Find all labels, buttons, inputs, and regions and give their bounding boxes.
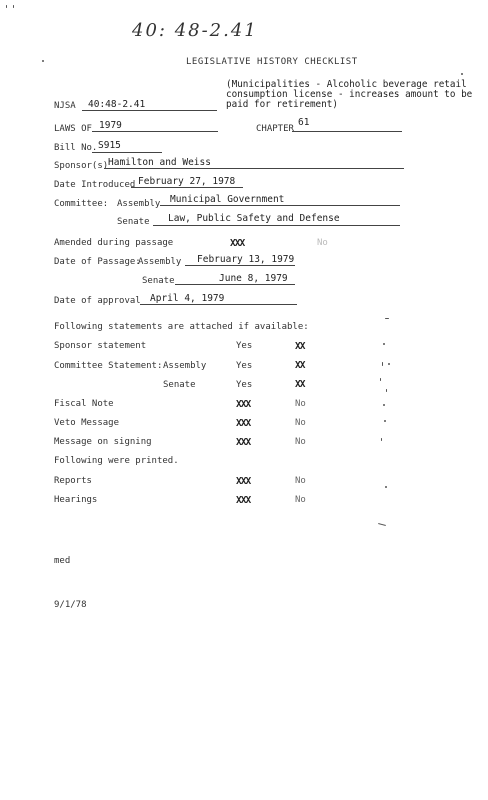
passage-label: Date of Passage: <box>54 257 141 267</box>
passage-senate-underline <box>175 284 295 285</box>
statements-header: Following statements are attached if available: <box>54 322 309 332</box>
committee-senate-value: Law, Public Safety and Defense <box>168 213 340 224</box>
scan-speck <box>384 420 386 422</box>
statement-yes: Yes <box>236 361 253 371</box>
sponsors-value: Hamilton and Weiss <box>108 157 211 168</box>
date-introduced-value: February 27, 1978 <box>138 176 236 187</box>
statement-sub-label: Senate <box>163 380 196 390</box>
chapter-value: 61 <box>298 117 310 128</box>
amended-label: Amended during passage <box>54 238 174 248</box>
statement-label: Sponsor statement <box>54 341 147 351</box>
committee-assembly-value: Municipal Government <box>170 194 285 205</box>
scan-speck <box>13 5 14 8</box>
scan-speck <box>383 404 385 406</box>
scan-speck <box>382 362 383 366</box>
committee-senate-underline <box>153 225 400 226</box>
njsa-label: NJSA <box>54 101 76 111</box>
page-title: LEGISLATIVE HISTORY CHECKLIST <box>186 57 358 67</box>
statement-sub-label: Assembly <box>163 361 207 371</box>
statement-no: No <box>295 437 306 447</box>
statement-no: No <box>295 418 306 428</box>
sponsors-underline <box>104 168 404 169</box>
scan-speck <box>461 73 463 75</box>
statement-yes: Yes <box>236 341 253 351</box>
passage-senate-value: June 8, 1979 <box>219 273 288 284</box>
printed-yes-mark: XXX <box>236 495 251 506</box>
printed-no: No <box>295 495 306 505</box>
approval-label: Date of approval <box>54 296 141 306</box>
scan-speck <box>385 318 389 319</box>
scan-speck <box>386 389 387 392</box>
chapter-underline <box>292 131 402 132</box>
printed-header: Following were printed. <box>54 456 179 466</box>
printed-yes-mark: XXX <box>236 476 251 487</box>
scan-speck <box>385 486 387 488</box>
njsa-underline <box>82 110 217 111</box>
committee-label: Committee: <box>54 199 109 209</box>
scan-speck <box>42 60 44 62</box>
scan-speck <box>381 438 382 441</box>
scan-speck <box>380 378 381 381</box>
approval-underline <box>140 304 297 305</box>
statement-label: Committee Statement: <box>54 361 163 371</box>
bill-no-underline <box>92 152 162 153</box>
amended-yes-mark: XXX <box>230 238 245 249</box>
scan-speck <box>388 363 390 365</box>
scan-speck <box>378 523 386 526</box>
statement-yes: Yes <box>236 380 253 390</box>
approval-value: April 4, 1979 <box>150 293 225 304</box>
statement-no-mark: XX <box>295 360 305 371</box>
statement-label: Veto Message <box>54 418 120 428</box>
handwritten-reference: 40: 48-2.41 <box>132 20 258 41</box>
passage-assembly-value: February 13, 1979 <box>197 254 295 265</box>
printed-no: No <box>295 476 306 486</box>
footer-date: 9/1/78 <box>54 600 87 610</box>
statement-no-mark: XX <box>295 379 305 390</box>
statement-label: Message on signing <box>54 437 152 447</box>
laws-of-value: 1979 <box>99 120 122 131</box>
statement-no-mark: XX <box>295 341 305 352</box>
chapter-label: CHAPTER <box>256 124 294 134</box>
printed-label: Hearings <box>54 495 98 505</box>
bill-no-value: S915 <box>98 140 121 151</box>
statement-no: No <box>295 399 306 409</box>
printed-label: Reports <box>54 476 92 486</box>
statement-yes-mark: XXX <box>236 418 251 429</box>
initials: med <box>54 556 71 566</box>
passage-assembly-underline <box>185 265 295 266</box>
statement-label: Fiscal Note <box>54 399 114 409</box>
bill-description: (Municipalities - Alcoholic beverage retail consumption license - increases amount to be paid for retirement) <box>226 79 473 110</box>
amended-no: No <box>317 238 328 248</box>
committee-senate-label: Senate <box>117 217 150 227</box>
laws-of-label: LAWS OF <box>54 124 92 134</box>
sponsors-label: Sponsor(s) <box>54 161 109 171</box>
passage-senate-label: Senate <box>142 276 175 286</box>
committee-assembly-label: Assembly <box>117 199 161 209</box>
committee-assembly-underline <box>160 205 400 206</box>
laws-of-underline <box>92 131 218 132</box>
passage-assembly-label: Assembly <box>138 257 182 267</box>
date-introduced-underline <box>131 187 243 188</box>
njsa-value: 40:48-2.41 <box>88 99 146 110</box>
statement-yes-mark: XXX <box>236 437 251 448</box>
statement-yes-mark: XXX <box>236 399 251 410</box>
scan-speck <box>383 343 385 345</box>
date-introduced-label: Date Introduced <box>54 180 136 190</box>
scan-speck <box>6 5 7 8</box>
bill-no-label: Bill No. <box>54 143 98 153</box>
